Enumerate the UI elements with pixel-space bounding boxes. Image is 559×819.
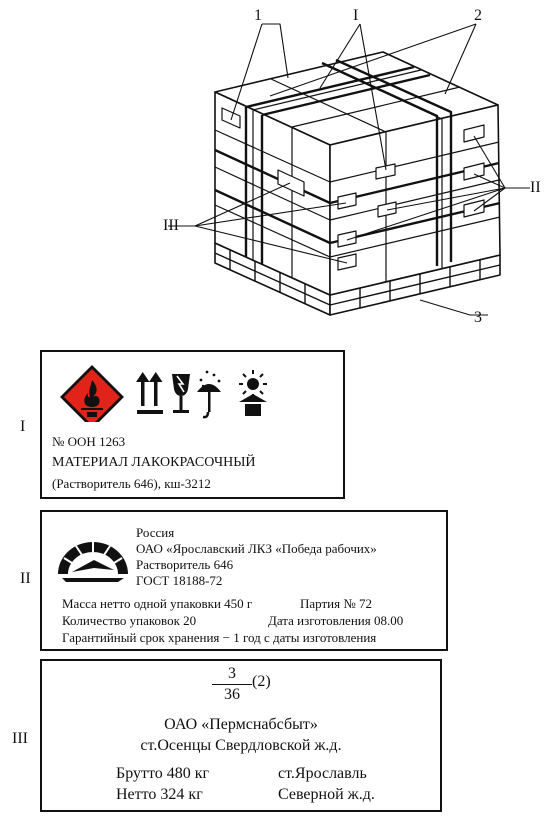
net-mass: Масса нетто одной упаковки 450 г (62, 596, 253, 611)
manufacturer: ОАО «Ярославский ЛКЗ «Победа рабочих» (136, 541, 377, 556)
fraction (212, 665, 252, 704)
callout-III: III (163, 217, 179, 234)
fragile-icon (172, 374, 190, 413)
protect-from-heat-icon (239, 370, 267, 416)
label-I-box (40, 350, 345, 499)
roman-I: I (20, 418, 26, 435)
callout-II: II (530, 179, 541, 196)
flammable-diamond-icon (60, 365, 124, 422)
standard: ГОСТ 18188-72 (136, 573, 223, 588)
un-number: № ООН 1263 (52, 434, 126, 449)
net-weight: Нетто 324 кг (116, 786, 203, 803)
product-details: (Растворитель 646), кш-3212 (52, 476, 211, 491)
departure-station: ст.Ярославль (278, 765, 367, 782)
callout-1: 1 (254, 7, 262, 24)
keep-dry-icon (197, 371, 221, 418)
fraction-denominator: 36 (224, 686, 240, 703)
fraction-extra: (2) (252, 673, 271, 690)
destination-station: ст.Осенцы Свердловской ж.д. (140, 737, 342, 754)
country: Россия (136, 525, 175, 540)
factory-sun-logo (54, 534, 132, 586)
departure-railway: Северной ж.д. (278, 786, 375, 803)
warranty: Гарантийный срок хранения − 1 год с даты изготовления (62, 630, 377, 645)
callout-I: I (353, 7, 359, 24)
consignee: ОАО «Пермснабсбыт» (164, 716, 318, 733)
label-III-box (40, 659, 442, 812)
callout-2: 2 (474, 7, 482, 24)
product-name: МАТЕРИАЛ ЛАКОКРАСОЧНЫЙ (52, 455, 256, 470)
pallet-diagram (0, 0, 559, 340)
gross-weight: Брутто 480 кг (116, 765, 210, 782)
callout-3: 3 (474, 309, 482, 326)
roman-II: II (20, 570, 31, 587)
label-II-box (40, 510, 448, 651)
fraction-numerator: 3 (212, 665, 252, 685)
manufacture-date: Дата изготовления 08.00 (268, 613, 404, 628)
quantity: Количество упаковок 20 (62, 613, 197, 628)
batch: Партия № 72 (300, 596, 373, 611)
this-way-up-icon (136, 372, 163, 414)
hazard-icons (57, 362, 277, 422)
roman-III: III (12, 730, 28, 747)
product: Растворитель 646 (136, 557, 234, 572)
